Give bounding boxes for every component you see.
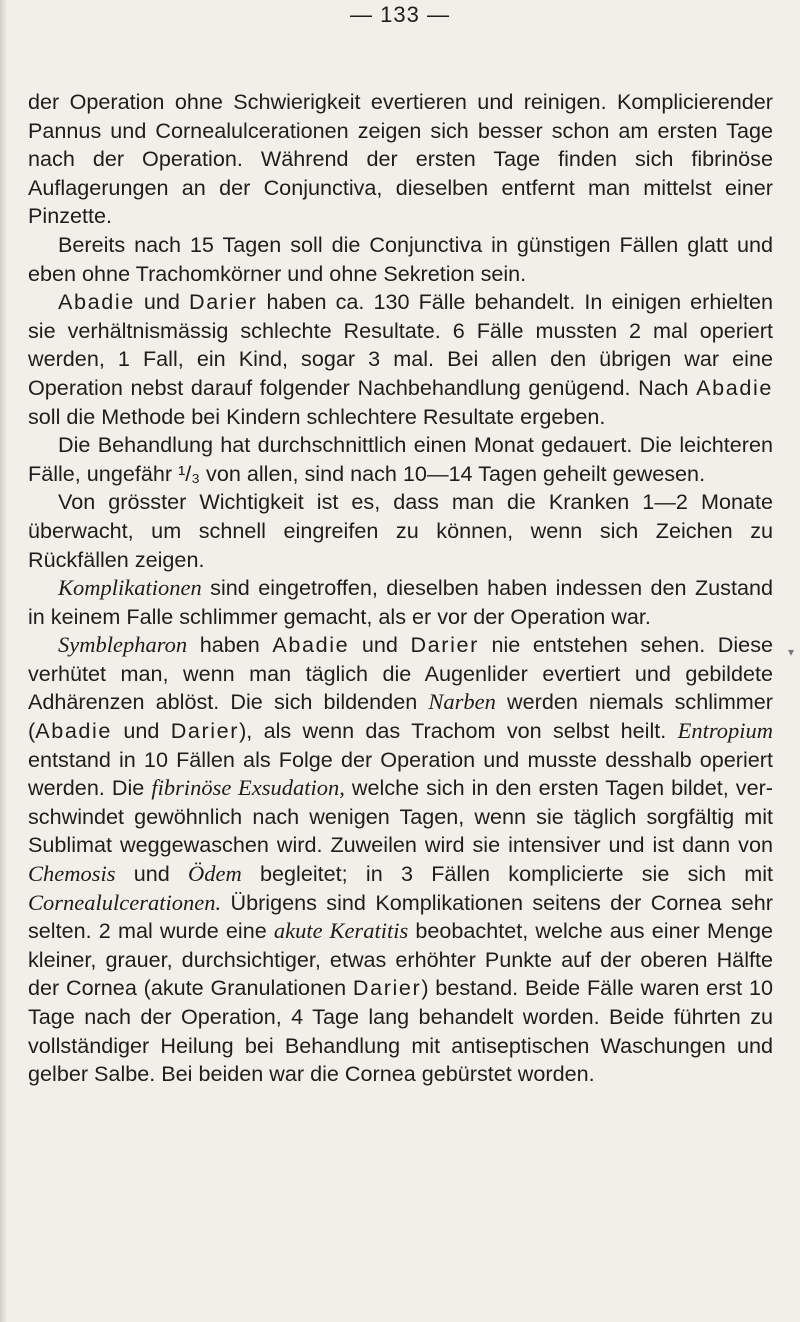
author-name: Abadie [35,718,113,744]
author-name: Darier [189,289,258,315]
stray-print-mark: ▾ [788,645,795,659]
body-text [28,88,773,1089]
text-run: werden niemals schlimmer ( [28,689,773,744]
italic-term: Cornealulcerationen. [28,889,222,915]
paragraph-7 [28,631,773,1089]
text-run: Die Behandlung hat durchschnittlich einen Monat gedauert. Die leichteren Fälle, ungefähr [28,432,773,486]
paragraph-1: der Operation ohne Schwierigkeit evertieren und reinigen. Komplicierender Pannus und Cornealulcerationen zeigen sich besser schon am ersten Tage nach der Operation. Während der ersten Tage finden sich fibrinöse Auflagerungen an der Conjunctiva, dieselben entfernt man mittelst einer Pinzette. [28,89,773,229]
author-name: Darier [410,632,479,658]
italic-term: fibrinöse Exsudation, [151,775,345,801]
text-run: sind eingetroffen, dieselben haben indessen den Zustand in keinem Falle schlimmer gemacht, als er vor der Operation war. [28,575,773,629]
text-run: haben ca. 130 Fälle behandelt. In einigen erhielten sie verhältnismässig schlechte Resultate. 6 Fälle mussten 2 mal operiert werden, 1 Fall, ein Kind, sogar 3 mal. Bei allen den übrigen war eine Operation nebst darauf folgender Nachbehandlung genügend. Nach [28,289,773,400]
text-run: und [134,289,190,315]
text-run: entstand in 10 Fällen als Folge der Operation und musste desshalb operiert werden. Die [28,746,773,801]
author-name: Abadie [272,632,350,658]
author-name: Darier [170,718,240,744]
italic-term: Chemosis [28,861,116,887]
author-name: Abadie [696,374,773,400]
text-run: beobachtet, welche aus einer Menge kleiner, grauer, durchsichtiger, etwas erhöhter Punkte auf der oberen Hälfte der Cornea (akute Granulationen [28,918,773,1001]
text-run: und [115,861,189,887]
text-run: von allen, sind nach 10—14 Tagen geheilt gewesen. [200,460,706,486]
text-run: haben [187,632,273,658]
author-name: Darier [352,975,422,1001]
author-name: Abadie [58,289,135,315]
paragraph-4 [28,431,773,488]
text-run: ), als wenn das Trachom von selbst heilt. [239,718,678,744]
text-run: und [112,718,171,744]
paragraph-5: Von grösster Wichtigkeit ist es, dass man die Kranken 1—2 Monate überwacht, um schnell eingreifen zu können, wenn sich Zeichen zu Rückfällen zeigen. [28,489,773,572]
text-run: und [349,632,411,658]
text-run: begleitet; in 3 Fällen komplicierte sie sich mit [241,861,773,887]
text-run: soll die Methode bei Kindern schlechtere Resultate ergeben. [28,403,606,429]
italic-term: Ödem [188,861,242,887]
italic-term: Komplikationen [58,575,202,601]
paragraph-2: Bereits nach 15 Tagen soll die Conjunctiva in günstigen Fällen glatt und eben ohne Trachomkörner und ohne Sekretion sein. [28,231,773,286]
page-binding-edge [0,0,6,1322]
paragraph-6 [28,574,773,631]
text-run: Übrigens sind Komplikationen seitens der Cornea sehr selten. 2 mal wurde eine [28,889,773,944]
text-run: welche sich in den ersten Tagen bildet, verschwindet gewöhnlich nach wenigen Tagen, wenn sie täglich sorgfältig mit Sublimat weggewaschen wird. Zuweilen wird sie intensiver und ist dann von [28,775,773,858]
page-number: — 133 — [350,2,450,27]
text-run: nie entstehen sehen. Diese verhütet man, wenn man täglich die Augenlider evertiert und gebildete Adhärenzen ablöst. Die sich bildenden [28,632,773,715]
fraction: ¹/₃ [178,460,201,486]
italic-term: Symblepharon [58,632,188,658]
italic-term: akute Keratitis [273,918,409,944]
paragraph-3 [28,288,773,431]
italic-term: Entropium [677,718,773,744]
italic-term: Narben [428,689,496,715]
text-run: ) bestand. Beide Fälle waren erst 10 Tage nach der Operation, 4 Tage lang behandelt worden. Beide führten zu vollständiger Heilung bei Behandlung mit antiseptischen Waschungen und gelber Salbe. Bei beiden war die Cornea gebürstet worden. [28,975,773,1087]
